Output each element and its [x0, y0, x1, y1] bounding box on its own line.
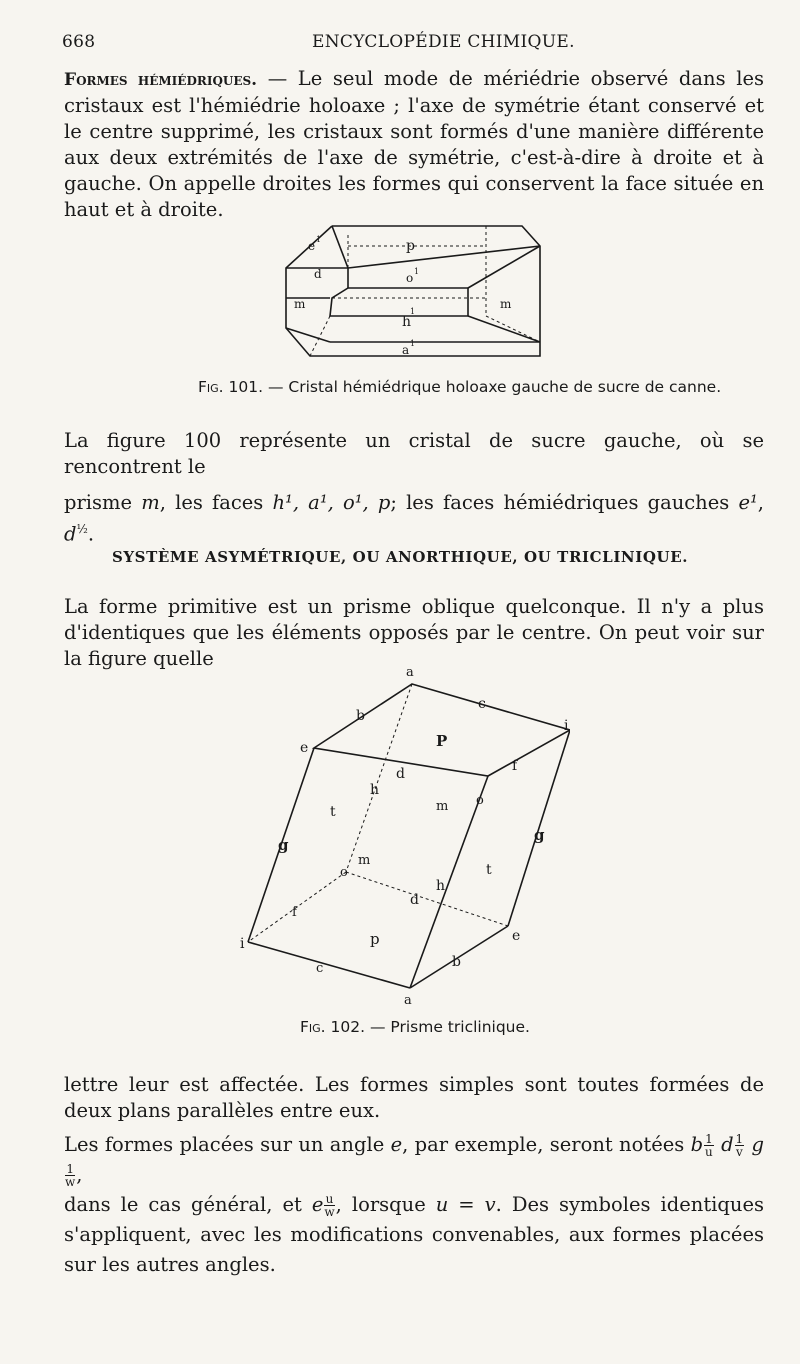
- symbol-e: e: [311, 1193, 324, 1216]
- fig102-label-g-right: g: [534, 826, 545, 844]
- paragraph-notation: Les formes placées sur un angle e, par exemple, seront notées b $\frac{1}{u}$ d $\frac{1}{v}$ g $\frac{1}{w}$ , dans le cas général, et e $\frac{u}{w}$ , lorsque u = v. Des symboles identiques s'appliquent, avec les modifications convenables, aux formes placées sur les autres angles.: [64, 1132, 765, 1276]
- fig102-label-p-top: P: [436, 732, 448, 750]
- numerator: 1: [735, 1132, 744, 1146]
- exponent-fraction-v: [735, 1133, 745, 1158]
- fig101-label-o: o: [406, 271, 414, 285]
- fig102-label-o-inner: o: [340, 865, 348, 880]
- text-fragment: dans le cas général, et: [64, 1193, 312, 1216]
- fig102-label-e-left: e: [300, 740, 309, 756]
- paragraph-lead: Formes hémiédriques.: [64, 70, 258, 90]
- numerator: 1: [705, 1132, 713, 1146]
- caption-text: — Prisme triclinique.: [365, 1018, 530, 1036]
- symbol-faces: h¹, a¹, o¹, p: [272, 491, 391, 514]
- figure-102-triclinic-prism: [230, 660, 570, 1010]
- fig102-label-f-right: f: [512, 758, 518, 774]
- symbol-e1: e¹: [738, 491, 758, 514]
- fig102-label-h-lower: h: [436, 878, 446, 894]
- fig102-label-c-bottom: c: [316, 961, 324, 976]
- symbol-d-fraction: ½: [76, 522, 88, 536]
- fig101-label-h: h: [402, 314, 412, 330]
- text-fragment: ,: [757, 491, 764, 514]
- fig102-label-d-lower: d: [410, 892, 419, 908]
- fig101-label-o-sup: 1: [414, 267, 420, 276]
- caption-label: Fig. 102.: [300, 1018, 366, 1036]
- paragraph-primitive-form: La forme primitive est un prisme oblique quelconque. Il n'y a plus d'identiques que les éléments opposés par le centre. On peut voir sur la figure quelle: [64, 595, 764, 670]
- denominator: u: [705, 1145, 713, 1159]
- fig101-label-m-right: m: [500, 297, 512, 311]
- text-fragment: , par exemple, seront notées: [402, 1133, 691, 1156]
- fig102-label-o-right: o: [476, 793, 484, 808]
- fig102-label-c-top: c: [478, 696, 486, 712]
- text-fragment: .: [87, 522, 95, 546]
- numerator: u: [325, 1192, 334, 1206]
- section-title: SYSTÈME ASYMÉTRIQUE, OU ANORTHIQUE, OU TRICLINIQUE.: [111, 548, 689, 566]
- fig102-label-m-center: m: [436, 799, 449, 814]
- symbol-b: b: [690, 1133, 704, 1156]
- fig101-label-d: d: [314, 267, 322, 281]
- fig102-label-e-right: e: [512, 928, 521, 944]
- exponent-fraction-w: [65, 1163, 75, 1188]
- fig101-label-a: a: [402, 343, 410, 357]
- symbol-g: g: [751, 1133, 764, 1156]
- paragraph-hemihedral-forms: [64, 66, 764, 223]
- fig101-label-e-sup: 1: [316, 235, 322, 244]
- text-fragment: , les faces: [159, 491, 273, 514]
- fig102-label-t-right: t: [486, 862, 492, 878]
- page-number: 668: [62, 32, 96, 52]
- fig102-label-i-left: i: [240, 936, 245, 952]
- symbol-d: d: [721, 1133, 734, 1156]
- fig101-label-e: e: [308, 239, 316, 253]
- text-fragment: prisme: [64, 491, 142, 514]
- paragraph-text: — Le seul mode de mériédrie observé dans les cristaux est l'hémiédrie holoaxe ; l'axe de symétrie étant conservé et le centre supprimé, les cristaux sont formés d'une manière différente aux deux extrémités de l'axe de symétrie, c'est-à-dire à droite et à gauche. On appelle droites les formes qui conservent la face située en haut et à droite.: [64, 67, 764, 221]
- denominator: w: [324, 1205, 335, 1219]
- fig102-label-a-top: a: [406, 665, 414, 680]
- fig102-label-b-top: b: [356, 708, 365, 724]
- fig102-label-p-lower: p: [370, 930, 380, 948]
- page-header: [62, 32, 762, 56]
- fig102-label-m-lower: m: [358, 853, 371, 868]
- equation-u-equals-v: u = v: [435, 1193, 496, 1216]
- fig101-label-p: p: [406, 238, 415, 254]
- fig101-label-m-left: m: [294, 297, 306, 311]
- symbol-d: d: [64, 522, 77, 546]
- fig102-label-i-right: i: [564, 718, 569, 734]
- denominator: w: [65, 1175, 76, 1189]
- fig102-label-t-left: t: [330, 804, 336, 820]
- fig102-label-f-lower: f: [292, 905, 297, 920]
- numerator: 1: [66, 1162, 74, 1176]
- symbol-e: e: [390, 1133, 403, 1156]
- paragraph-sugar-crystal: [64, 428, 764, 548]
- fig101-label-h-sup: 1: [410, 307, 416, 316]
- paragraph-simple-forms: lettre leur est affectée. Les formes simples sont toutes formées de deux plans parallèles entre eux.: [64, 1073, 764, 1122]
- running-title: ENCYCLOPÉDIE CHIMIQUE.: [312, 32, 575, 52]
- text-fragment: . Des symboles identiques s'appliquent, avec les modifications convenables, aux formes placées sur les autres angles.: [64, 1193, 765, 1276]
- line-text: La figure 100 représente un cristal de sucre gauche, où se rencontrent le: [64, 429, 764, 478]
- fig101-label-a-sup: 1: [410, 339, 416, 348]
- fig102-label-a-bottom: a: [404, 993, 412, 1008]
- text-fragment: , lorsque: [335, 1193, 436, 1216]
- fig102-label-b-bottom: b: [452, 954, 461, 970]
- symbol-m: m: [141, 491, 160, 514]
- denominator: v: [735, 1145, 743, 1159]
- exponent-fraction-u: [704, 1133, 714, 1158]
- text-fragment: ; les faces hémiédriques gauches: [390, 491, 739, 514]
- caption-label: Fig. 101.: [198, 378, 264, 396]
- fig102-label-g-left: g: [278, 836, 289, 854]
- figure-101-crystal: [270, 216, 560, 366]
- fig102-label-d-top: d: [396, 766, 405, 782]
- exponent-fraction-u-w: [324, 1193, 334, 1218]
- text-fragment: Les formes placées sur un angle: [64, 1133, 391, 1156]
- caption-text: — Cristal hémiédrique holoaxe gauche de sucre de canne.: [263, 378, 722, 396]
- fig102-label-h-top: h: [370, 782, 380, 798]
- figure-101-caption: [198, 378, 721, 396]
- figure-102-caption: [300, 1018, 530, 1036]
